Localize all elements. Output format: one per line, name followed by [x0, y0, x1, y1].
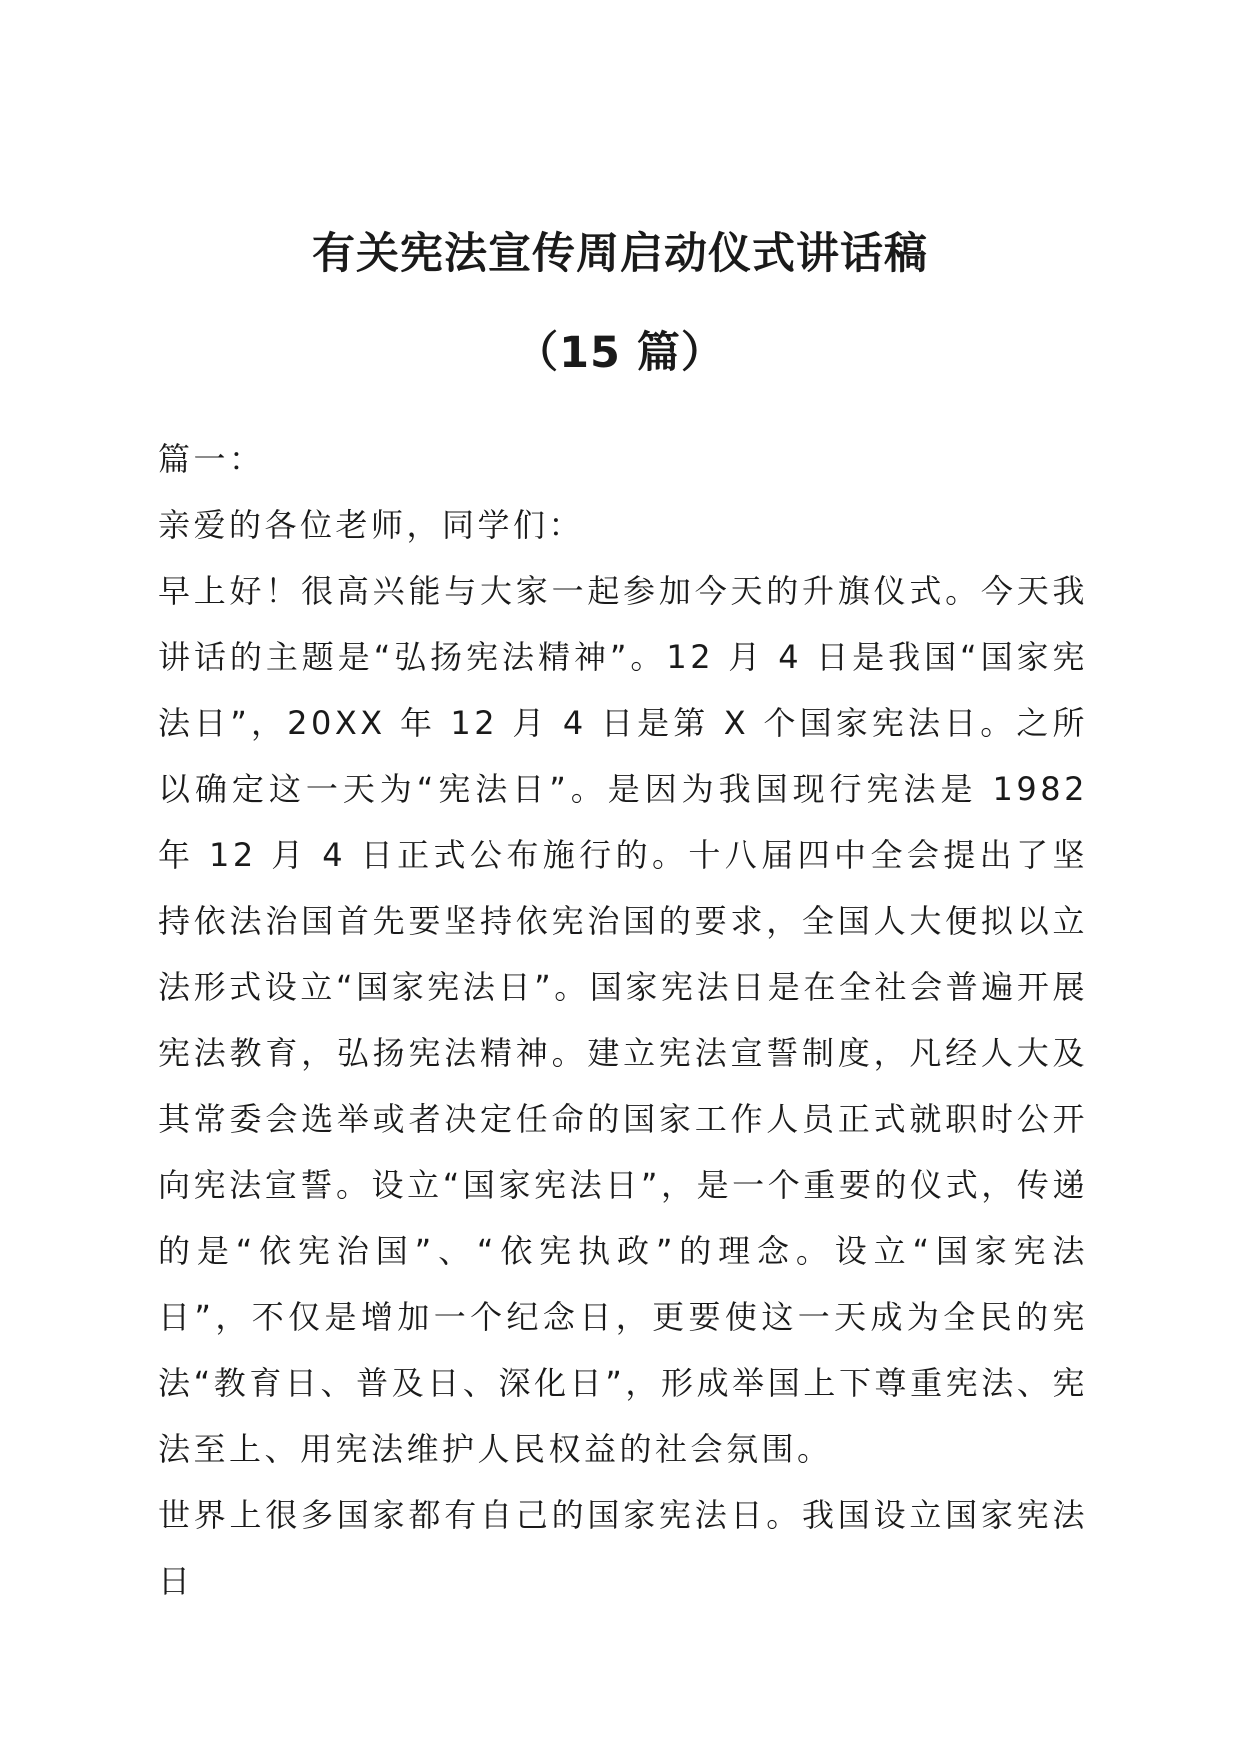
document-subtitle: （15 篇）: [515, 328, 725, 378]
document-title: 有关宪法宣传周启动仪式讲话稿: [312, 229, 928, 279]
body-paragraph: 早上好！很高兴能与大家一起参加今天的升旗仪式。今天我讲话的主题是“弘扬宪法精神”。12 月 4 日是我国“国家宪法日”，20XX 年 12 月 4 日是第 X 个国家宪法日。之所以确定这一天为“宪法日”。是因为我国现行宪法是 1982 年 12 月 4 日正式公布施行的。十八届四中全会提出了坚持依法治国首先要坚持依宪治国的要求，全国人大便拟以立法形式设立“国家宪法日”。国家宪法日是在全社会普遍开展宪法教育，弘扬宪法精神。建立宪法宣誓制度，凡经人大及其常委会选举或者决定任命的国家工作人员正式就职时公开向宪法宣誓。设立“国家宪法日”，是一个重要的仪式，传递的是“依宪治国”、“依宪执政”的理念。设立“国家宪法日”，不仅是增加一个纪念日，更要使这一天成为全民的宪法“教育日、普及日、深化日”，形成举国上下尊重宪法、宪法至上、用宪法维护人民权益的社会氛围。: [158, 572, 1088, 1468]
document-body: [158, 426, 1088, 1614]
salutation: 亲爱的各位老师，同学们：: [158, 506, 585, 544]
body-paragraph: 世界上很多国家都有自己的国家宪法日。我国设立国家宪法日: [158, 1496, 1088, 1600]
section-label: 篇一：: [158, 440, 265, 478]
